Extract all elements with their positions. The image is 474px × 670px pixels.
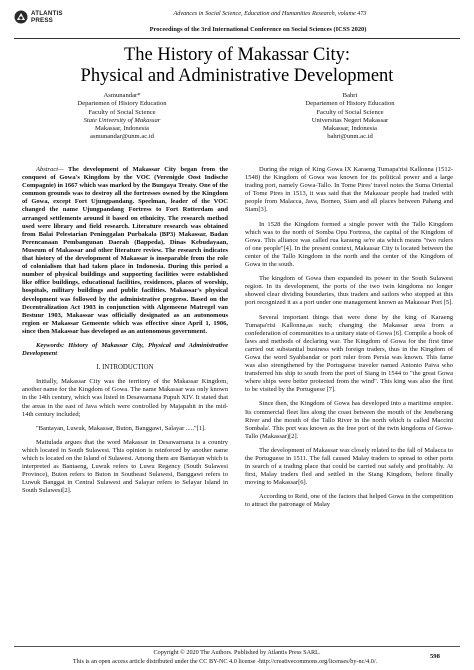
publisher-logo xyxy=(14,8,76,38)
footer-copyright: Copyright © 2020 The Authors. Published by Atlantis Press SARL. xyxy=(153,649,321,656)
footer-divider xyxy=(14,646,460,647)
logo-line-2: PRESS xyxy=(31,17,53,24)
author-faculty: Faculty of Social Science xyxy=(316,108,384,116)
author-faculty: Faculty of Social Science xyxy=(88,108,156,116)
quote-paragraph: "Bantayan, Luwuk, Makassar, Buton, Banggawi, Salayar ....."[1]. xyxy=(36,424,206,432)
abstract xyxy=(22,166,228,336)
body-paragraph: During the reign of King Gowa IX Karaeng Tumapa'risi Kallonna (1512-1548) the Kingdom of Gowa was known for its political power and a large trading port, namely Gowa-Tallo. In Tome Pires' travel notes the Suma Oriental of Tome Pires in 1513, it was said that the Makassar people had traded with people from Malacca, Java, Borneo, Siam and all places between Pahang and Siam[3]. xyxy=(245,166,453,214)
section-heading-introduction: I. INTRODUCTION xyxy=(96,364,154,372)
author-university: Universitas Negeri Makassar xyxy=(311,116,389,124)
author-dept: Departemen of History Education xyxy=(77,100,167,108)
logo-text xyxy=(31,10,63,24)
body-paragraph: Mattulada argues that the word Makassar in Desawarnana is a country which located in South Sulawesi. This opinion is reinforced by another name which is located on the Island of Sulawesi. Among them are Bantayan which is interpreted as Bantaeng, Luwuk refers to Luwu Regency (South Sulawesi Province), Buton refers to Buton in Southeast Sulawesi, Banggawi refers to Luwuk Banggai in Central Sulawesi and Salayar refers to Selayar Island in South Sulawesi[2]. xyxy=(22,438,228,495)
proceedings-header: Proceedings of the 3rd International Conference on Social Sciences (ICSS 2020) xyxy=(149,26,367,33)
author-city: Makassar, Indonesia xyxy=(323,125,377,133)
right-column xyxy=(245,166,453,516)
logo-line-1: ATLANTIS xyxy=(31,10,63,17)
author-email[interactable]: bahri@unm.ac.id xyxy=(327,133,373,141)
author-name: Bahri xyxy=(342,92,358,99)
footer-license[interactable]: This is an open access article distributed under the CC BY-NC 4.0 license -http://creativecommons.org/licenses/by-nc/4.0/. xyxy=(72,658,378,665)
header-divider xyxy=(14,38,460,39)
body-paragraph: Several important things that were done by the king of Karaeng Tumapa'risi Kallonna,as such; changing the Makassar area from a confederation of communities to a unitary state of Gowa [6]. Compile a book of laws and methods of declaring war. The Kingdom of Gowa for the first time carried out substantial business with foreign traders, thus in the Kingdom of Gowa the word Syahbandar or port ruler from Persia was known. This fame was also strengthened by the Portuguese traveler named Antonio Paiva who transferred his ship to south from the port of Siang in 1544 to "the great Gowa where ships were better protected from the wind". This king was also the first to be visited by the Portuguese [7]. xyxy=(245,313,453,394)
body-paragraph: The development of Makassar was closely related to the fall of Malacca to the Portuguese in 1511. The fall caused Malay traders to spread to other ports in search of a trading place that could be carried out safely and profitably. At first, Malay traders fled and settled in the Siang Kingdom, before finally moving to Makassar[6]. xyxy=(245,446,453,487)
author-email[interactable]: asmunandar@unm.ac.id xyxy=(90,133,154,141)
body-paragraph: Since then, the Kingdom of Gowa has developed into a maritime empire. Its commercial fleet lies along the coast between the mouth of the Jeneberang River and the mouth of the Tallo River in the north which is called Maccini Sombala'. This port was known as the free port of the twin kingdoms of Gowa-Tallo (Makassar)[2]. xyxy=(245,400,453,440)
abstract-label: Abstract— xyxy=(36,166,64,173)
author-name: Asmunandar* xyxy=(103,92,141,99)
journal-header: Advances in Social Science, Education and Humanities Research, volume 473 xyxy=(173,10,367,17)
page-number: 598 xyxy=(430,653,440,660)
body-paragraph: The kingdom of Gowa then expanded its power in the South Sulawesi region. In its development, the ports of the two twin kingdoms no longer showed clear dividing boundaries, thus traders and sailors who stopped at this port recognized it as a port under one management known as Makassar Port [5]. xyxy=(245,275,453,307)
paper-title xyxy=(30,45,444,87)
keywords: Keywords: History of Makassar City, Physical and Administrative Development xyxy=(22,341,228,358)
author-university: State University of Makassar xyxy=(83,116,161,124)
title-line-1: The History of Makassar City: xyxy=(123,45,351,65)
atlantis-logo-icon xyxy=(14,10,28,24)
abstract-text: The development of Makassar City began from the conquest of Gowa's Kingdom by the VOC (Verenigde Oost Indische Compagnie) in 1667 which was marked by the Bungaya Treaty. One of the common grounds was to destroy all the fortresses owned by the Kingdom of Gowa, except Fort Ujungpandang. Speelman, leader of the VOC changed the name Ujungpandang Fortress to Fort Rotterdam and arranged settlements around it based on ethnicity. The research method used were library and field research. Literature research was obtained from Balai Pelestarian Peninggalan Purbakala (BP3) Makassar, Badan Perencanaan Pembangunan Daerah (Bappeda), Dinas Kebudayaan, Museum of Makassar and other literature review. The research indicates that history of the development of Makassar is inseparable from the role of colonialism that had taken place in Indonesia. During this period a number of physical buildings and supporting facilities were established like office buildings, educational facilities, residences, places of worship, hospitals, military buildings and public facilities. Makassar's physical development was followed by the administrative progress. Based on the Decentralization Act 1903 in conjunction with Algemeene Matregel van Bestuur 1903, Makassar was officially designated as an autonomous region or Makassar Gemeente which was effective since April 1, 1906, since then Makassar has developed as an autonomous government. xyxy=(22,166,228,335)
author-city: Makassar, Indonesia xyxy=(95,125,149,133)
author-block-1 xyxy=(22,92,222,142)
body-paragraph: Initially, Makassar City was the territory of the Makassar Kingdom, another name for the Kingdom of Gowa. The name Makassar was only known in the 14th century, which was listed in Desawarnana Pupuh XIV. It stated that the areas in the east of Java which were controlled by Majapahit in the mid-14th century included; xyxy=(22,378,228,418)
body-paragraph: According to Reid, one of the factors that helped Gowa in the competition to attract the patronage of Malay xyxy=(245,493,453,509)
body-paragraph: In 1528 the Kingdom formed a single power with the Tallo Kingdom which was to the north of Somba Opu Fortress, the capital of the Kingdom of Gowa. This alliance was called rua karaeng se're ata which means "two rulers of one people"[4]. In the present context, Makassar City is located between the center of the Tallo Kingdom in the north and the center of the Kingdom of Gowa in the south. xyxy=(245,220,453,269)
author-dept: Departemen of History Education xyxy=(305,100,395,108)
left-column xyxy=(22,166,228,501)
title-line-2: Physical and Administrative Development xyxy=(80,66,394,86)
author-block-2 xyxy=(250,92,450,142)
